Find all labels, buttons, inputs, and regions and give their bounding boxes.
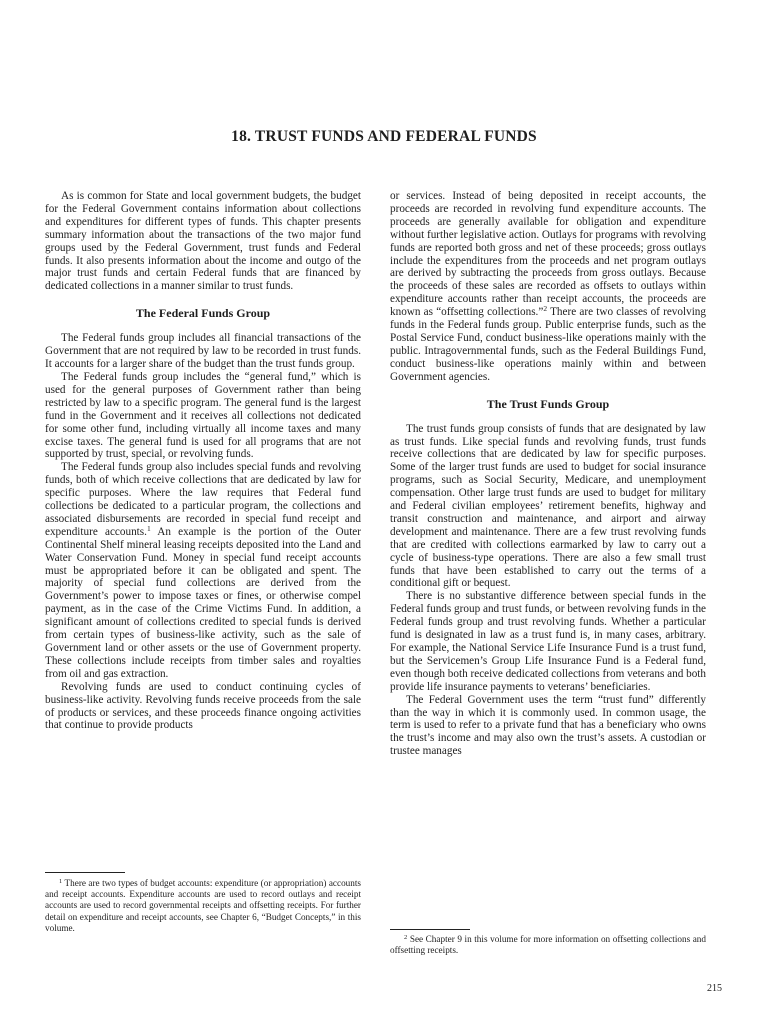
footnote-marker-1: 1 (59, 878, 63, 885)
trust-funds-heading: The Trust Funds Group (486, 396, 610, 411)
footnote-text-1: There are two types of budget accounts: expenditure (or appropriation) accounts and receipt accounts. Expenditure accounts are used to record outlays and receipt accounts are used to record governmental receipts and offsetting receipts. For further detail on expenditure and receipt accounts, see Chapter 6, “Budget Concepts,” in this volume. (45, 878, 361, 933)
footnote-2 (390, 934, 706, 956)
trust-funds-paragraph-3: The Federal Government uses the term “trust fund” differently than the way in which it is commonly used. In common usage, the term is used to refer to a private fund that has a beneficiary who owns the trust’s income and may also own the trust’s assets. A custodian or trustee manages (390, 693, 706, 758)
right-column (390, 190, 706, 758)
federal-funds-paragraph-1: The Federal funds group includes all financial transactions of the Government that are not required by law to be recorded in trust funds. It accounts for a larger share of the budget than the trust funds group. (45, 332, 361, 371)
left-column (45, 190, 361, 732)
footnote-reference-2: 2 (543, 304, 548, 314)
trust-funds-paragraph-2: There is no substantive difference between special funds in the Federal funds group and trust funds, or between revolving funds in the Federal funds group and trust revolving funds. Whether a particular fund is designated in law as a trust fund is, in many cases, arbitrary. For example, the National Service Life Insurance Fund is a trust fund, but the Servicemen’s Group Life Insurance Fund is a Federal fund, even though both receive dedicated collections from veterans and both provide life insurance payments to veterans’ beneficiaries. (390, 590, 706, 693)
page-number: 215 (707, 983, 722, 994)
intro-paragraph: As is common for State and local government budgets, the budget for the Federal Government contains information about collections and expenditures for different types of funds. This chapter presents summary information about the transactions of the two major fund groups used by the Federal Government, trust funds and Federal funds. It also presents information about the income and outgo of the major trust funds and certain Federal funds that are financed by dedicated collections in a manner similar to trust funds. (45, 190, 361, 293)
paragraph-text: An example is the portion of the Outer Continental Shelf mineral leasing receipts deposited into the Land and Water Conservation Fund. Money in special fund receipt accounts must be appropriated before it can be obligated and spent. The majority of special fund collections are derived from the Government’s power to impose taxes or fines, or otherwise compel payment, as in the case of the Crime Victims Fund. In addition, a significant amount of collections credited to special funds is derived from certain types of business-like activity, such as the sale of Government land or other assets or the use of Government property. These collections include receipts from timber sales and royalties from oil and gas extraction. (45, 525, 362, 680)
footnote-reference-1: 1 (146, 523, 151, 533)
federal-funds-paragraph-3 (45, 461, 361, 680)
footnote-text-2: See Chapter 9 in this volume for more information on offsetting collections and offsetting receipts. (390, 934, 706, 956)
federal-funds-heading: The Federal Funds Group (135, 306, 271, 321)
trust-funds-paragraph-1: The trust funds group consists of funds that are designated by law as trust funds. Like special funds and revolving funds, trust funds receive collections that are dedicated by law for specific purposes. Some of the larger trust funds are used to budget for social insurance programs, such as Social Security, Medicare, and unemployment compensation. Other large trust funds are used to budget for military and Federal civilian employees’ retirement benefits, highway and transit construction and maintenance, and airport and airway development and maintenance. There are a few trust revolving funds that are credited with collections earmarked by law to carry out a cycle of business-type operations. There are also a few small trust funds that have been established to carry out the terms of a conditional gift or bequest. (390, 422, 706, 590)
footnote-1 (45, 878, 361, 934)
paragraph-text: The Federal funds group also includes special funds and revolving funds, both of which receive collections that are dedicated by law for specific purposes. Where the law requires that Federal fund collections be dedicated to a particular program, the collections and associated disbursements are recorded in special fund receipt and expenditure accounts. (45, 461, 361, 538)
chapter-title: 18. TRUST FUNDS AND FEDERAL FUNDS (231, 128, 537, 145)
paragraph-text: or services. Instead of being deposited in receipt accounts, the proceeds are recorded in revolving fund expenditure accounts. The proceeds are generally available for obligation and expenditure without further legislative action. Outlays for programs with revolving funds are reported both gross and net of these proceeds; gross outlays include the expenditures from the proceeds and net program outlays are derived by subtracting the proceeds from gross outlays. Because the proceeds of these sales are recorded as offsets to outlays within expenditure accounts rather than receipt accounts, the proceeds are known as “offsetting collections.” (390, 190, 706, 319)
footnote-rule-left (45, 872, 125, 873)
footnote-marker-2: 2 (404, 934, 408, 941)
paragraph-text: There are two classes of revolving funds in the Federal funds group. Public enterprise funds, such as the Postal Service Fund, conduct business-like operations mainly with the public. Intragovernmental funds, such as the Federal Buildings Fund, conduct business-like operations mainly within and between Government agencies. (390, 306, 706, 383)
footnote-rule-right (390, 929, 470, 930)
federal-funds-paragraph-2: The Federal funds group includes the “general fund,” which is used for the general purposes of Government rather than being restricted by law to a specific program. The general fund is the largest fund in the Government and it receives all collections not dedicated for some other fund, including virtually all income taxes and many excise taxes. The general fund is used for all programs that are not supported by trust, special, or revolving funds. (45, 370, 361, 461)
revolving-funds-paragraph: Revolving funds are used to conduct continuing cycles of business-like activity. Revolving funds receive proceeds from the sale of products or services, and these proceeds finance ongoing activities that continue to provide products (45, 680, 361, 732)
revolving-continued-paragraph (390, 190, 706, 384)
